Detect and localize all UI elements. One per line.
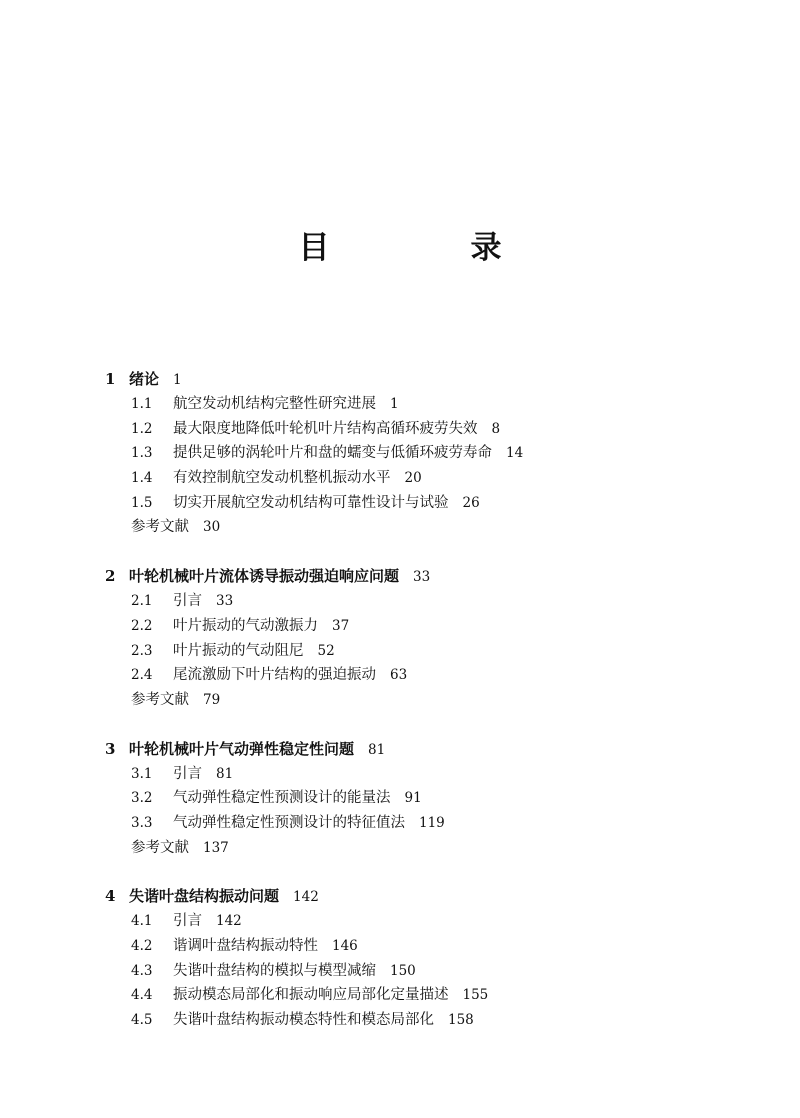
page-number: 26 (462, 494, 480, 511)
toc-section-entry[interactable] (105, 762, 765, 787)
section-number: 3.2 (131, 790, 153, 807)
toc-section-entry[interactable] (105, 392, 765, 417)
section-number: 4.3 (131, 962, 153, 979)
section-title: 参考文献 (131, 839, 189, 856)
section-title: 航空发动机结构完整性研究进展 (173, 396, 376, 412)
toc-section-entry[interactable] (105, 466, 765, 491)
page-number: 81 (368, 741, 386, 758)
section-title: 振动模态局部化和振动响应局部化定量描述 (173, 987, 449, 1004)
page-number: 30 (203, 519, 221, 536)
section-number: 4.1 (131, 913, 153, 930)
section-title: 失谐叶盘结构振动模态特性和模态局部化 (173, 1012, 434, 1029)
page-number: 1 (173, 372, 182, 388)
section-title: 引言 (173, 593, 202, 610)
page-number: 33 (413, 569, 431, 586)
chapter-heading[interactable] (105, 884, 765, 909)
chapter-title: 叶轮机械叶片气动弹性稳定性问题 (129, 739, 355, 758)
section-number: 2.1 (131, 593, 153, 610)
page-number: 52 (317, 642, 335, 659)
chapter-number: 4 (105, 887, 116, 906)
table-of-contents (105, 367, 765, 1057)
toc-section-entry[interactable] (105, 934, 765, 959)
section-title: 气动弹性稳定性预测设计的能量法 (173, 790, 391, 807)
toc-section-entry[interactable] (105, 417, 765, 442)
chapter-number: 1 (105, 370, 116, 388)
section-number: 2.3 (131, 642, 153, 659)
section-number: 1.1 (131, 396, 153, 412)
chapter-title: 失谐叶盘结构振动问题 (129, 887, 280, 906)
toc-chapter (105, 564, 765, 712)
toc-references-entry[interactable] (105, 836, 765, 861)
section-number: 1.3 (131, 445, 153, 462)
section-title: 叶片振动的气动阻尼 (173, 642, 304, 659)
section-number: 1.5 (131, 494, 153, 511)
page-number: 37 (332, 617, 350, 634)
chapter-number: 2 (105, 567, 116, 586)
page-number: 14 (506, 445, 524, 462)
page-number: 33 (216, 593, 234, 610)
page-number: 79 (203, 691, 221, 708)
page-number: 142 (216, 913, 242, 930)
page-number: 146 (332, 938, 358, 954)
section-title: 最大限度地降低叶轮机叶片结构高循环疲劳失效 (173, 420, 478, 437)
section-title: 叶片振动的气动激振力 (173, 617, 318, 634)
section-number: 2.2 (131, 617, 153, 634)
section-title: 气动弹性稳定性预测设计的特征值法 (173, 814, 405, 831)
toc-section-entry[interactable] (105, 959, 765, 984)
page-number: 158 (448, 1012, 474, 1029)
toc-section-entry[interactable] (105, 909, 765, 934)
page-number: 119 (419, 814, 445, 831)
page-number: 137 (203, 839, 229, 856)
section-number: 2.4 (131, 667, 153, 684)
page-number: 8 (491, 420, 501, 437)
section-title: 引言 (173, 913, 202, 930)
chapter-title: 叶轮机械叶片流体诱导振动强迫响应问题 (129, 567, 400, 586)
section-title: 谐调叶盘结构振动特性 (173, 938, 318, 954)
chapter-title: 绪论 (129, 370, 160, 388)
toc-section-entry[interactable] (105, 786, 765, 811)
toc-section-entry[interactable] (105, 441, 765, 466)
section-title: 切实开展航空发动机结构可靠性设计与试验 (173, 494, 449, 511)
page-number: 155 (462, 987, 489, 1004)
page-number: 81 (216, 765, 234, 782)
toc-chapter (105, 884, 765, 1032)
chapter-heading[interactable] (105, 367, 765, 392)
chapter-number: 3 (105, 739, 116, 758)
section-title: 尾流激励下叶片结构的强迫振动 (173, 667, 376, 684)
page-number: 63 (390, 667, 408, 684)
section-title: 有效控制航空发动机整机振动水平 (173, 470, 391, 487)
toc-section-entry[interactable] (105, 663, 765, 688)
page-number: 150 (390, 962, 416, 979)
toc-section-entry[interactable] (105, 811, 765, 836)
section-number: 3.3 (131, 814, 153, 831)
section-number: 4.2 (131, 938, 153, 954)
section-number: 1.2 (131, 420, 153, 437)
page-number: 91 (404, 790, 422, 807)
chapter-heading[interactable] (105, 737, 765, 762)
section-title: 参考文献 (131, 691, 189, 708)
page-title: 目 录 (298, 230, 557, 266)
page-number: 1 (390, 396, 399, 412)
section-number: 4.5 (131, 1012, 153, 1029)
toc-section-entry[interactable] (105, 983, 765, 1008)
toc-section-entry[interactable] (105, 491, 765, 516)
section-title: 引言 (173, 765, 202, 782)
page-number: 142 (293, 889, 319, 906)
toc-references-entry[interactable] (105, 688, 765, 713)
toc-chapter (105, 367, 765, 540)
section-title: 失谐叶盘结构的模拟与模型减缩 (173, 962, 376, 979)
toc-references-entry[interactable] (105, 515, 765, 540)
section-title: 提供足够的涡轮叶片和盘的蠕变与低循环疲劳寿命 (173, 445, 492, 462)
section-number: 1.4 (131, 470, 153, 487)
toc-section-entry[interactable] (105, 1008, 765, 1033)
toc-section-entry[interactable] (105, 639, 765, 664)
section-number: 3.1 (131, 765, 153, 782)
chapter-heading[interactable] (105, 564, 765, 589)
section-title: 参考文献 (131, 519, 189, 536)
toc-section-entry[interactable] (105, 589, 765, 614)
section-number: 4.4 (131, 987, 153, 1004)
toc-chapter (105, 737, 765, 861)
toc-section-entry[interactable] (105, 614, 765, 639)
page-number: 20 (404, 470, 422, 487)
